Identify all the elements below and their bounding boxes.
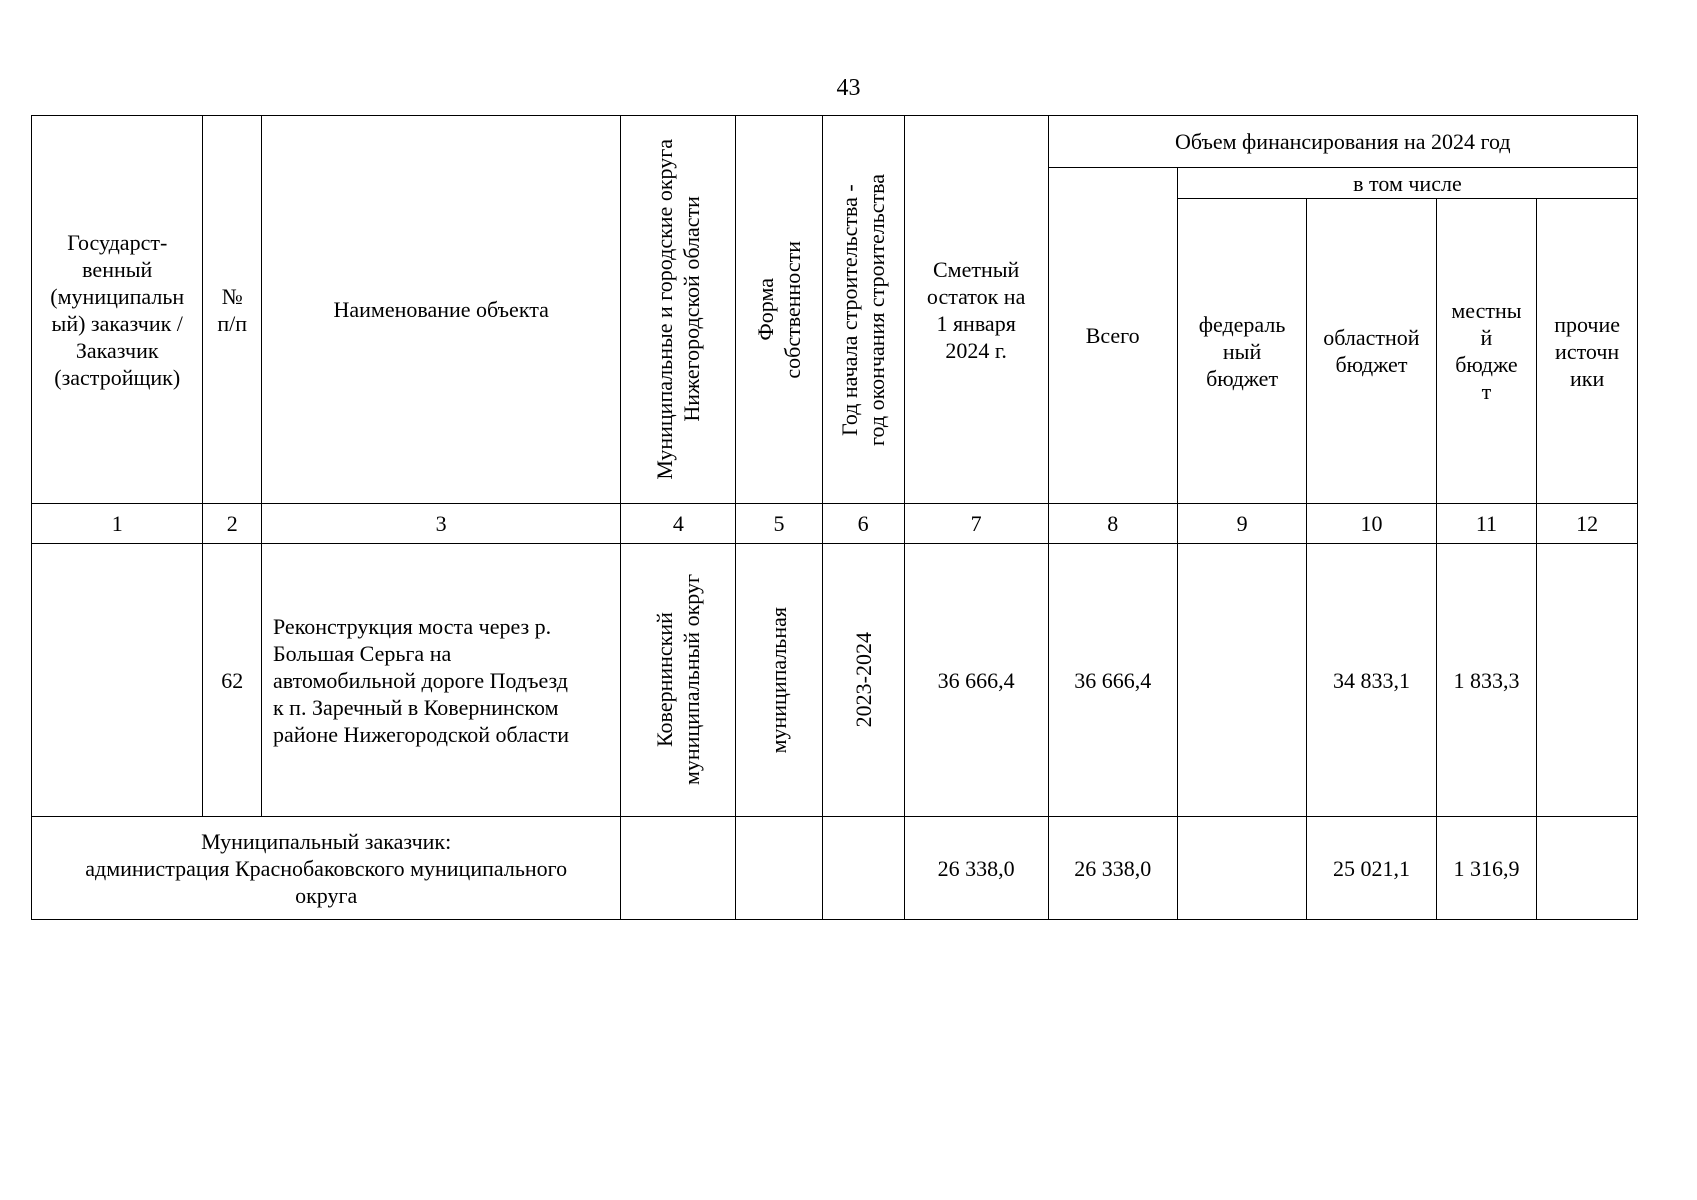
column-number: 11	[1436, 504, 1537, 544]
column-number: 2	[203, 504, 262, 544]
summary-district	[621, 817, 736, 920]
header-funding-2024: Объем финансирования на 2024 год	[1048, 116, 1638, 168]
column-number: 10	[1307, 504, 1436, 544]
summary-federal	[1177, 817, 1306, 920]
header-local: местны й бюдже т	[1436, 199, 1537, 504]
header-number: № п/п	[203, 116, 262, 504]
summary-total: 26 338,0	[1048, 817, 1177, 920]
header-ownership-label: Форма собственности	[752, 240, 805, 379]
financing-table	[31, 115, 1638, 920]
column-number: 9	[1177, 504, 1306, 544]
column-number: 8	[1048, 504, 1177, 544]
page-number: 43	[836, 75, 861, 101]
row-object-name: Реконструкция моста через р. Большая Серьга на автомобильной дороге Подъезд к п. Заречный в Ковернинском районе Нижегородской области	[261, 544, 620, 817]
header-districts	[621, 116, 736, 504]
header-estimate-balance: Сметный остаток на 1 января 2024 г.	[904, 116, 1048, 504]
row-number: 62	[203, 544, 262, 817]
column-number: 12	[1537, 504, 1638, 544]
summary-label: Муниципальный заказчик: администрация Краснобаковского муниципального округа	[32, 817, 621, 920]
header-customer: Государст- венный (муниципальн ый) заказчик / Заказчик (застройщик)	[32, 116, 203, 504]
row-ownership	[736, 544, 822, 817]
header-row-1	[32, 116, 1638, 168]
column-number: 4	[621, 504, 736, 544]
header-years-label: Год начала строительства - год окончания строительства	[837, 173, 890, 446]
header-object-name: Наименование объекта	[261, 116, 620, 504]
header-total: Всего	[1048, 168, 1177, 504]
header-ownership	[736, 116, 822, 504]
summary-regional: 25 021,1	[1307, 817, 1436, 920]
row-federal	[1177, 544, 1306, 817]
row-other	[1537, 544, 1638, 817]
column-number: 1	[32, 504, 203, 544]
summary-row	[32, 817, 1638, 920]
summary-years	[822, 817, 904, 920]
row-years	[822, 544, 904, 817]
header-federal: федераль ный бюджет	[1177, 199, 1306, 504]
row-regional: 34 833,1	[1307, 544, 1436, 817]
header-districts-label: Муниципальные и городские округа Нижегородской области	[652, 139, 705, 480]
summary-other	[1537, 817, 1638, 920]
header-years	[822, 116, 904, 504]
header-including: в том числе	[1177, 168, 1637, 199]
table-row	[32, 544, 1638, 817]
summary-local: 1 316,9	[1436, 817, 1537, 920]
column-number-row	[32, 504, 1638, 544]
summary-estimate-balance: 26 338,0	[904, 817, 1048, 920]
row-district-label: Ковернинский муниципальный округ	[652, 574, 705, 786]
column-number: 7	[904, 504, 1048, 544]
column-number: 5	[736, 504, 822, 544]
summary-ownership	[736, 817, 822, 920]
header-other: прочие источн ики	[1537, 199, 1638, 504]
column-number: 6	[822, 504, 904, 544]
row-customer	[32, 544, 203, 817]
row-district	[621, 544, 736, 817]
column-number: 3	[261, 504, 620, 544]
row-estimate-balance: 36 666,4	[904, 544, 1048, 817]
row-years-label: 2023-2024	[850, 632, 876, 728]
row-total: 36 666,4	[1048, 544, 1177, 817]
row-local: 1 833,3	[1436, 544, 1537, 817]
header-regional: областной бюджет	[1307, 199, 1436, 504]
row-ownership-label: муниципальная	[766, 606, 792, 754]
